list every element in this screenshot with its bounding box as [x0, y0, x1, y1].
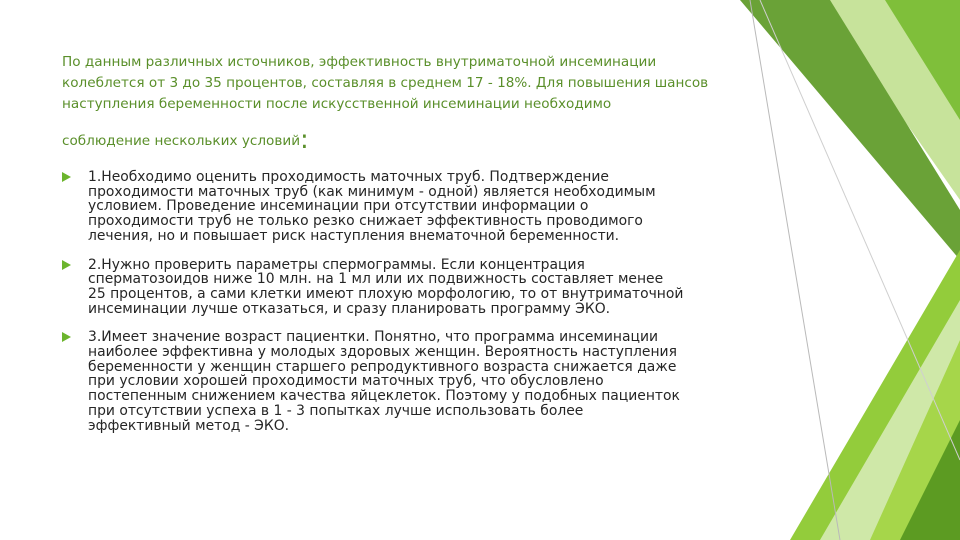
bullet-3-line-6: при отсутствии успеха в 1 - 3 попытках лучше использовать более	[88, 402, 584, 419]
green-triangle-arrow-icon	[62, 172, 71, 182]
bullet-3-line-3: беременности у женщин старшего репродуктивного возраста снижается даже	[88, 358, 677, 375]
facet-deep-green	[900, 420, 960, 540]
bullet-1-line-3: условием. Проведение инсеминации при отсутствии информации о	[88, 198, 589, 215]
bullet-3-line-5: постепенным снижением качества яйцеклеток. Поэтому у подобных пациенток	[88, 388, 680, 405]
intro-line-3: наступления беременности после искусственной инсеминации необходимо	[62, 96, 612, 112]
facet-thin-line-1	[750, 0, 840, 540]
facet-dark-top	[740, 0, 960, 260]
bullet-3-line-2: наиболее эффективна у молодых здоровых женщин. Вероятность наступления	[88, 344, 677, 361]
bullet-3-line-1: 3.Имеет значение возраст пациентки. Понятно, что программа инсеминации	[88, 329, 659, 346]
bullet-1-line-1: 1.Необходимо оценить проходимость маточных труб. Подтверждение	[88, 169, 609, 185]
facet-light-top	[820, 0, 960, 200]
conditions-list	[62, 170, 732, 447]
green-triangle-arrow-icon	[62, 260, 71, 270]
facet-lime-lower	[790, 250, 960, 540]
bullet-3-line-7: эффективный метод - ЭКО.	[88, 417, 290, 434]
facet-thin-line-2	[760, 0, 960, 460]
bullet-2-line-1: 2.Нужно проверить параметры спермограммы. Если концентрация	[88, 256, 585, 273]
facet-mid-green	[885, 0, 960, 120]
bullet-2-line-3: 25 процентов, а сами клетки имеют плохую морфологию, то от внутриматочной	[88, 285, 684, 302]
bullet-1-line-4: проходимости труб не только резко снижает эффективность проводимого	[88, 213, 643, 230]
bullet-2-line-2: сперматозоидов ниже 10 млн. на 1 мл или их подвижность составляет менее	[88, 271, 664, 288]
bullet-2-line-4: инсеминации лучше отказаться, и сразу планировать программу ЭКО.	[88, 300, 611, 317]
intro-colon: :	[300, 125, 309, 155]
intro-line-4-wrap	[62, 125, 732, 155]
bullet-1-line-5: лечения, но и повышает риск наступления внематочной беременности.	[88, 227, 620, 244]
list-item	[62, 170, 732, 244]
list-item	[62, 330, 732, 433]
facet-bright-bottom	[850, 320, 960, 540]
bullet-1-line-2: проходимости маточных труб (как минимум - одной) является необходимым	[88, 183, 656, 200]
intro-line-4: соблюдение нескольких условий	[62, 133, 301, 149]
list-item	[62, 258, 732, 317]
intro-line-2: колеблется от 3 до 35 процентов, составляя в среднем 17 - 18%. Для повышения шансов	[62, 75, 709, 91]
green-triangle-arrow-icon	[62, 332, 71, 342]
bullet-3-line-4: при условии хорошей проходимости маточных труб, что обусловлено	[88, 373, 604, 390]
intro-line-1: По данным различных источников, эффективность внутриматочной инсеминации	[62, 54, 657, 70]
intro-paragraph	[62, 52, 732, 155]
facet-pale-band	[820, 300, 960, 540]
